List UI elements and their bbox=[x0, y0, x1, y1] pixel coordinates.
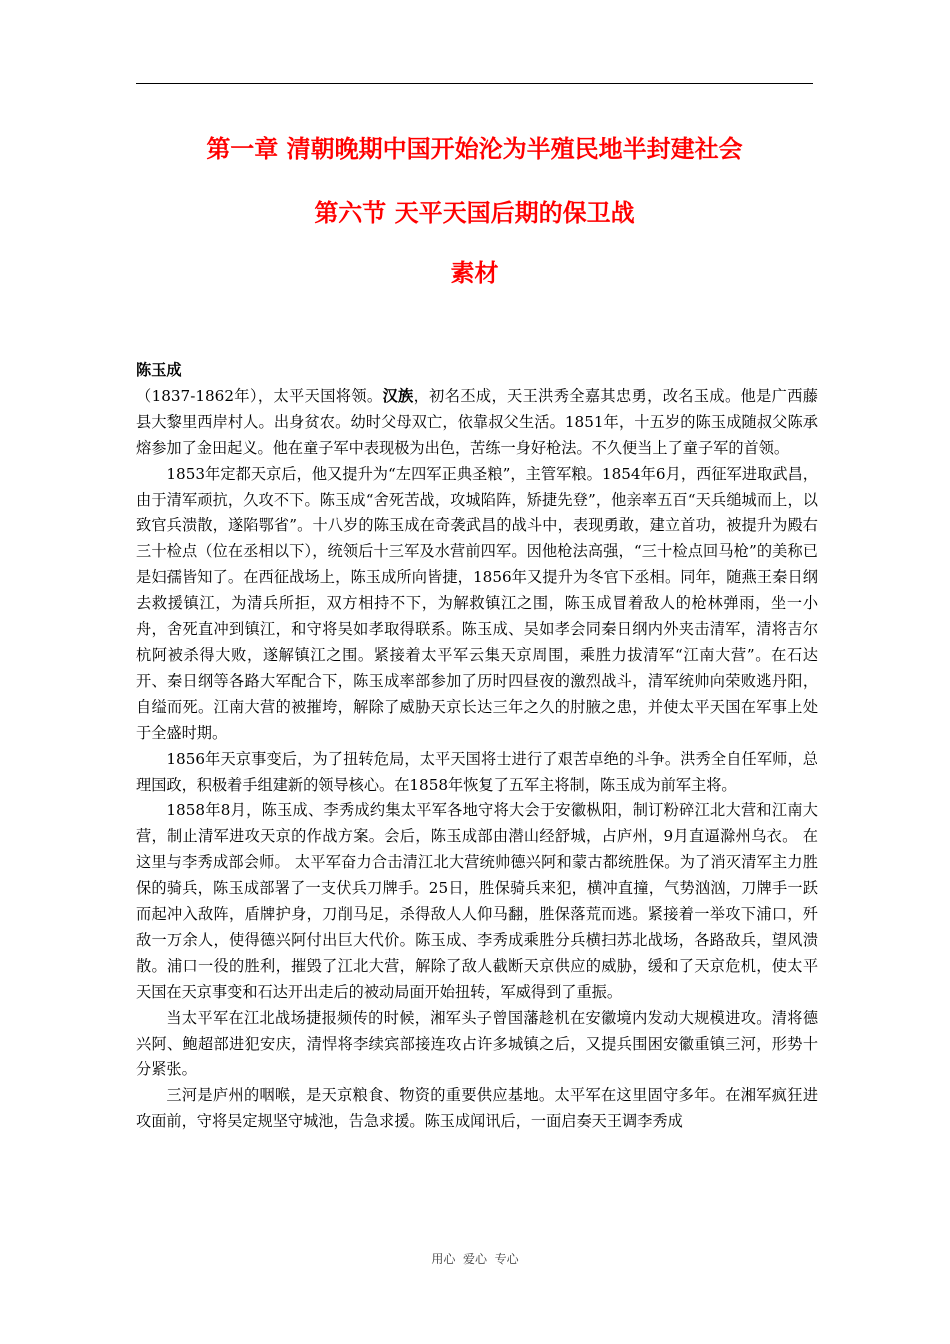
material-title: 素材 bbox=[450, 259, 499, 287]
header-rule bbox=[136, 83, 813, 84]
paragraph-4: 1858年8月，陈玉成、李秀成约集太平军各地守将大会于安徽枞阳，制订粉碎江北大营和江南大营，制止清军进攻天京的作战方案。会后，陈玉成部由潜山经舒城，占庐州，9月直逼滁州乌衣。 在这里与李秀成部会师。 太平军奋力合击清江北大营统帅德兴阿和蒙古都统胜保。为了消灭清军主力胜保的骑兵，陈玉成部署了一支伏兵刀牌手。25日，胜保骑兵来犯，横冲直撞，气势汹汹，刀牌手一跃而起冲入敌阵，盾牌护身，刀削马足，杀得敌人人仰马翻，胜保落荒而逃。紧接着一举攻下浦口，歼敌一万余人，使得德兴阿付出巨大代价。陈玉成、李秀成乘胜分兵横扫苏北战场，各路敌兵，望风溃散。浦口一役的胜利，摧毁了江北大营，解除了敌人截断天京供应的威胁，缓和了天京危机，使太平天国在天京事变和石达开出走后的被动局面开始扭转，军威得到了重振。 bbox=[136, 801, 818, 1001]
paragraph-6: 三河是庐州的咽喉，是天京粮食、物资的重要供应基地。太平军在这里固守多年。在湘军疯狂进攻面前，守将吴定规坚守城池，告急求援。陈玉成闻讯后，一面启奏天王调李秀成 bbox=[136, 1086, 818, 1131]
paragraph-2: 1853年定都天京后，他又提升为“左四军正典圣粮”，主管军粮。1854年6月，西征军进取武昌，由于清军顽抗，久攻不下。陈玉成“舍死苦战，攻城陷阵，矫捷先登”，他亲率五百“天兵缒城而上，以致官兵溃散，遂陷鄂省”。十八岁的陈玉成在奇袭武昌的战斗中，表现勇敢，建立首功，被提升为殿右三十检点（位在丞相以下），统领后十三军及水营前四军。因他枪法高强，“三十检点回马枪”的美称已是妇孺皆知了。在西征战场上，陈玉成所向皆捷，1856年又提升为冬官下丞相。同年，随燕王秦日纲去救援镇江，为清兵所拒，双方相持不下，为解救镇江之围，陈玉成冒着敌人的枪林弹雨，坐一小舟，舍死直冲到镇江，和守将吴如孝取得联系。陈玉成、吴如孝会同秦日纲内外夹击清军，清将吉尔杭阿被杀得大败，遂解镇江之围。紧接着太平军云集天京周围，乘胜力拔清军“江南大营”。在石达开、秦日纲等各路大军配合下，陈玉成率部参加了历时四昼夜的激烈战斗，清军统帅向荣败逃丹阳，自缢而死。江南大营的被摧垮，解除了威胁天京长达三年之久的肘腋之患，并使太平天国在军事上处于全盛时期。 bbox=[136, 464, 818, 742]
chapter-title: 第一章 清朝晚期中国开始沦为半殖民地半封建社会 bbox=[206, 135, 743, 163]
paragraph-5: 当太平军在江北战场捷报频传的时候，湘军头子曾国藩趁机在安徽境内发动大规模进攻。清将德兴阿、鲍超部进犯安庆，清悍将李续宾部接连攻占许多城镇之后，又提兵围困安徽重镇三河，形势十分紧张。 bbox=[136, 1008, 818, 1079]
paragraph-1-part-b: ，初名丕成，天王洪秀全嘉其忠勇，改名玉成。他是广西藤县大黎里西岸村人。出身贫农。幼时父母双亡，依靠叔父生活。1851年，十五岁的陈玉成随叔父陈承熔参加了金田起义。他在童子军中表现极为出色，苦练一身好枪法。不久便当上了童子军的首领。 bbox=[136, 386, 818, 457]
article-heading: 陈玉成 bbox=[136, 361, 182, 379]
section-title: 第六节 天平天国后期的保卫战 bbox=[314, 199, 635, 227]
paragraph-3: 1856年天京事变后，为了扭转危局，太平天国将士进行了艰苦卓绝的斗争。洪秀全自任军师，总理国政，积极着手组建新的领导核心。在1858年恢复了五军主将制，陈玉成为前军主将。 bbox=[136, 749, 818, 794]
page-footer: 用心 爱心 专心 bbox=[431, 1252, 519, 1266]
article-body bbox=[136, 358, 818, 1135]
paragraph-1-part-a: （1837-1862年），太平天国将领。 bbox=[136, 386, 383, 405]
paragraph-1 bbox=[136, 384, 818, 462]
ethnicity-link: 汉族 bbox=[382, 386, 414, 405]
